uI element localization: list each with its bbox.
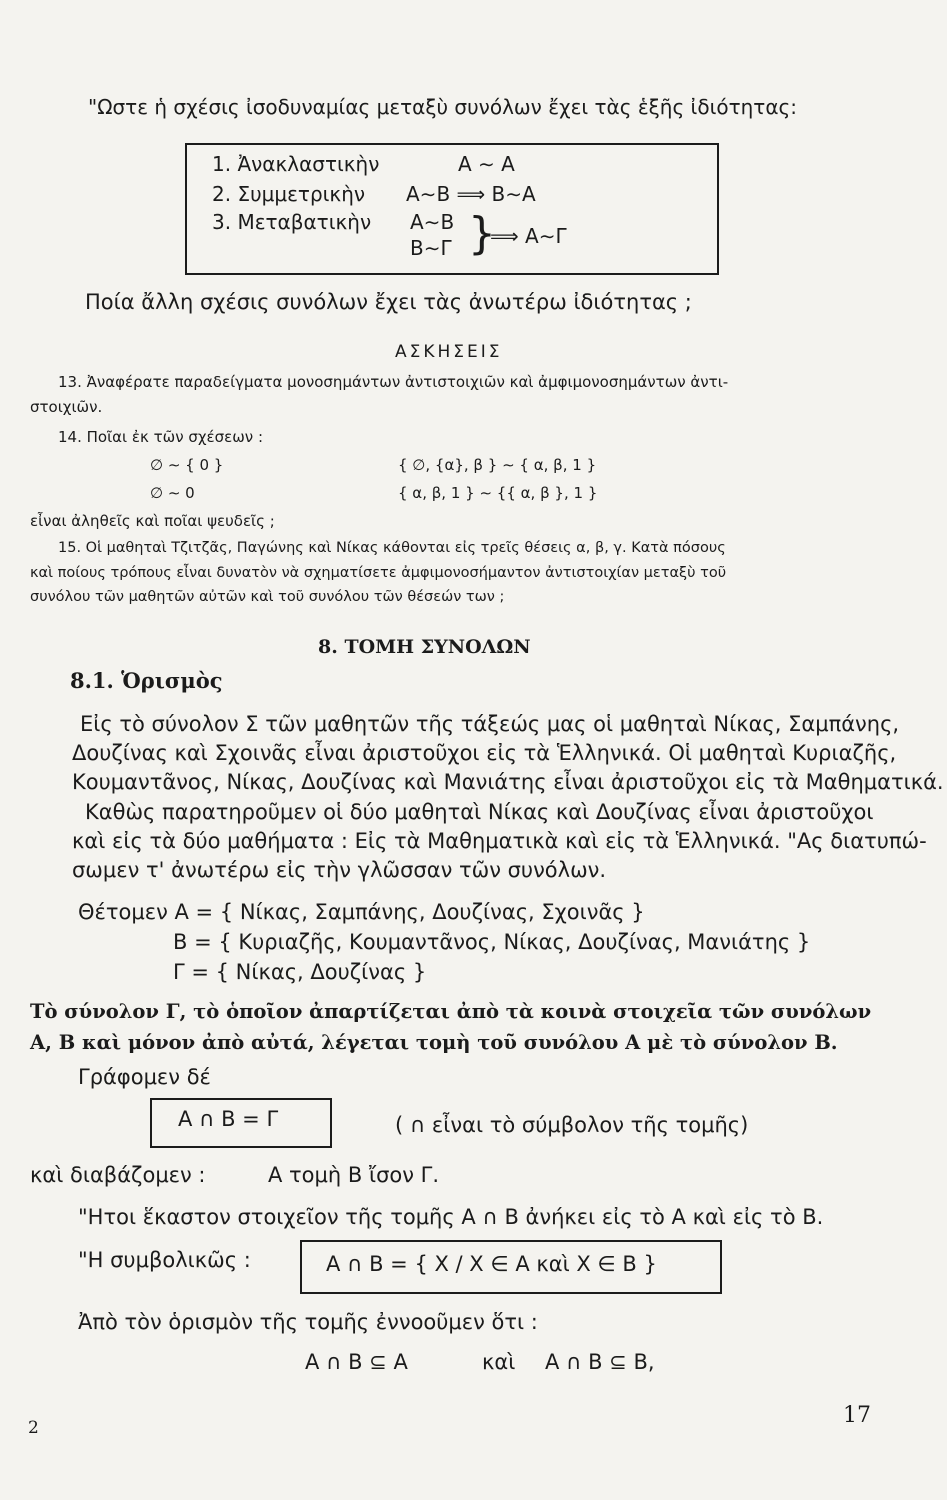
- property-3-result: ⟹ A∼Γ: [490, 224, 567, 248]
- section-title: 8. ΤΟΜΗ ΣΥΝΟΛΩΝ: [318, 636, 531, 658]
- subset-conjunction: καὶ: [482, 1350, 516, 1374]
- property-3-line2: B∼Γ: [410, 236, 452, 260]
- set-b-definition: B = { Κυριαζῆς, Κουμαντᾶνος, Νίκας, Δουζίνας, Μανιάτης }: [173, 930, 811, 954]
- definition-line2: A, B καὶ μόνον ἀπὸ αὐτά, λέγεται τομὴ τοῦ συνόλου A μὲ τὸ σύνολον B.: [30, 1031, 838, 1054]
- exercise-15-line1: 15. Οἱ μαθηταὶ Τζιτζᾶς, Παγώνης καὶ Νίκας κάθονται εἰς τρεῖς θέσεις α, β, γ. Κατὰ πόσους: [58, 540, 726, 556]
- set-a-definition: Θέτομεν A = { Νίκας, Σαμπάνης, Δουζίνας, Σχοινᾶς }: [78, 900, 645, 924]
- paragraph-2-line1: Καθὼς παρατηροῦμεν οἱ δύο μαθηταὶ Νίκας καὶ Δουζίνας εἶναι ἀριστοῦχοι: [85, 800, 874, 824]
- intersection-symbol-note: ( ∩ εἶναι τὸ σύμβολον τῆς τομῆς): [395, 1113, 749, 1137]
- exercise-14-line1: 14. Ποῖαι ἐκ τῶν σχέσεων :: [58, 428, 263, 446]
- read-label: καὶ διαβάζομεν :: [30, 1163, 206, 1187]
- property-3-label: 3. Μεταβατικὴν: [212, 210, 372, 234]
- subsection-title: 8.1. Ὁρισμὸς: [70, 668, 223, 693]
- subset-relation-2: A ∩ B ⊆ B,: [545, 1350, 655, 1374]
- from-definition-line: Ἀπὸ τὸν ὁρισμὸν τῆς τομῆς ἐννοοῦμεν ὅτι :: [78, 1310, 538, 1334]
- exercise-13-line2: στοιχιῶν.: [30, 398, 103, 416]
- subset-relation-1: A ∩ B ⊆ A: [305, 1350, 408, 1374]
- property-2-expr: A∼B ⟹ B∼A: [406, 182, 536, 206]
- exercises-title: ΑΣΚΗΣΕΙΣ: [395, 342, 503, 362]
- page-number: 17: [843, 1403, 871, 1428]
- paragraph-1-line3: Κουμαντᾶνος, Νίκας, Δουζίνας καὶ Μανιάτης εἶναι ἀριστοῦχοι εἰς τὰ Μαθηματικά.: [72, 770, 944, 794]
- exercise-13-line1: 13. Ἀναφέρατε παραδείγματα μονοσημάντων ἀντιστοιχιῶν καὶ ἀμφιμονοσημάντων ἀντι-: [58, 373, 729, 391]
- property-2-label: 2. Συμμετρικὴν: [212, 182, 366, 206]
- intro-line: "Ωστε ἡ σχέσις ἰσοδυναμίας μεταξὺ συνόλων ἔχει τὰς ἑξῆς ἰδιότητας:: [88, 95, 797, 119]
- symbolic-label: "Η συμβολικῶς :: [78, 1248, 251, 1272]
- intersection-formula: A ∩ B = Γ: [178, 1107, 279, 1131]
- read-text: A τομὴ B ἴσον Γ.: [268, 1163, 440, 1187]
- exercise-14-last: εἶναι ἀληθεῖς καὶ ποῖαι ψευδεῖς ;: [30, 512, 275, 530]
- right-brace-icon: }: [468, 208, 496, 259]
- exercise-14-row2-right: { α, β, 1 } ∼ {{ α, β }, 1 }: [398, 484, 598, 502]
- definition-line1: Τὸ σύνολον Γ, τὸ ὁποῖον ἀπαρτίζεται ἀπὸ τὰ κοινὰ στοιχεῖα τῶν συνόλων: [30, 1000, 872, 1023]
- paragraph-1-line1: Εἰς τὸ σύνολον Σ τῶν μαθητῶν τῆς τάξεώς μας οἱ μαθηταὶ Νίκας, Σαμπάνης,: [80, 712, 900, 736]
- exercise-15-line2: καὶ ποίους τρόπους εἶναι δυνατὸν νὰ σχηματίσετε ἀμφιμονοσήμαντον ἀντιστοιχίαν μεταξὺ τοῦ: [30, 565, 727, 581]
- paragraph-2-line2: καὶ εἰς τὰ δύο μαθήματα : Εἰς τὰ Μαθηματικὰ καὶ εἰς τὰ Ἑλληνικά. "Ας διατυπώ-: [72, 829, 927, 853]
- symbolic-formula: A ∩ B = { X / X ∈ A καὶ X ∈ B }: [326, 1252, 657, 1276]
- signature-mark: 2: [28, 1418, 39, 1438]
- set-g-definition: Γ = { Νίκας, Δουζίνας }: [173, 960, 427, 984]
- element-membership-line: "Ητοι ἕκαστον στοιχεῖον τῆς τομῆς A ∩ B ἀνήκει εἰς τὸ A καὶ εἰς τὸ B.: [78, 1205, 824, 1229]
- exercise-14-row2-left: ∅ ∼ 0: [150, 484, 195, 502]
- exercise-14-row1-left: ∅ ∼ { 0 }: [150, 456, 224, 474]
- property-1-label: 1. Ἀνακλαστικὴν: [212, 152, 380, 176]
- write-line: Γράφομεν δέ: [78, 1065, 211, 1089]
- paragraph-2-line3: σωμεν τ' ἀνωτέρω εἰς τὴν γλῶσσαν τῶν συνόλων.: [72, 858, 607, 882]
- paragraph-1-line2: Δουζίνας καὶ Σχοινᾶς εἶναι ἀριστοῦχοι εἰς τὰ Ἑλληνικά. Οἱ μαθηταὶ Κυριαζῆς,: [72, 741, 897, 765]
- property-3-line1: A∼B: [410, 210, 455, 234]
- question-line: Ποία ἄλλη σχέσις συνόλων ἔχει τὰς ἀνωτέρω ἰδιότητας ;: [85, 290, 692, 314]
- property-1-expr: A ∼ A: [458, 152, 515, 176]
- exercise-14-row1-right: { ∅, {α}, β } ∼ { α, β, 1 }: [398, 456, 597, 474]
- exercise-15-line3: συνόλου τῶν μαθητῶν αὐτῶν καὶ τοῦ συνόλου τῶν θέσεών των ;: [30, 589, 505, 605]
